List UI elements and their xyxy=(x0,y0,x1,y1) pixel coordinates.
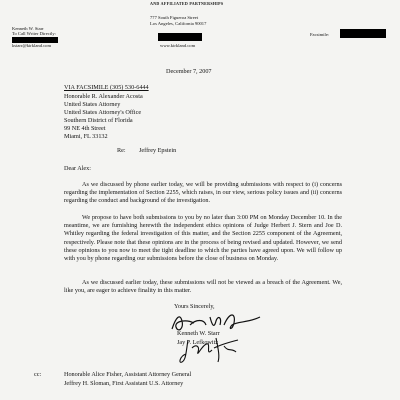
firm-address-line1: 777 South Figueroa Street xyxy=(150,15,199,20)
closing: Yours Sincerely, xyxy=(174,303,215,310)
facsimile-label: Facsimile: xyxy=(310,32,330,37)
firm-tagline: AND AFFILIATED PARTNERSHIPS xyxy=(150,1,224,6)
signer-name: Kenneth W. Starr xyxy=(177,330,220,337)
recipient-line: Miami, FL 33132 xyxy=(64,133,108,140)
recipient-line: Honorable R. Alexander Acosta xyxy=(64,93,143,100)
recipient-line: United States Attorney xyxy=(64,101,121,108)
to-call-label: To Call Writer Directly: xyxy=(12,31,56,36)
re-label: Re: xyxy=(117,147,126,154)
cc-recipient: Honorable Alice Fisher, Assistant Attorney General xyxy=(64,371,192,378)
recipient-line: United States Attorney's Office xyxy=(64,109,142,116)
signer-name: Jay P. Lefkowitz xyxy=(177,339,219,346)
cc-recipient: Jeffrey H. Sloman, First Assistant U.S. Attorney xyxy=(64,380,184,387)
author-name: Kenneth W. Starr xyxy=(12,26,44,31)
re-subject: Jeffrey Epstein xyxy=(139,147,177,154)
body-paragraph: We propose to have both submissions to you by no later than 3:00 PM on Monday December 10. In the meantime, we are furnishing herewith the independent ethics opinions of Judge Herbert J. Stern and Joe D. Whitley regarding the federal investigation of this matter, and the Section 2255 component of the Agreement, respectively. Please note that these opinions are in the process of being revised and updated. However, we send these opinions to you now to meet the tight deadline to which the parties have agreed upon. We will follow up with you by phone regarding our submissions before the close of business on Monday. xyxy=(64,214,342,263)
recipient-line: 99 NE 4th Street xyxy=(64,125,106,132)
body-paragraph: As we discussed by phone earlier today, we will be providing submissions with respect to (i) concerns regarding the implementation of Section 2255, which raises, in our view, serious policy issues and (ii) concerns regarding the conduct and background of the investigation. xyxy=(64,181,342,205)
salutation: Dear Alex: xyxy=(64,165,91,172)
body-paragraph: As we discussed earlier today, these submissions will not be viewed as a breach of the Agreement. We, like you, are eager to achieve finality in this matter. xyxy=(64,279,342,295)
via-line: VIA FACSIMILE (305) 530-6444 xyxy=(64,84,149,91)
cc-label: cc: xyxy=(34,371,42,378)
author-email: kstarr@kirkland.com xyxy=(12,43,52,48)
firm-website: www.kirkland.com xyxy=(160,43,196,48)
redaction-bar xyxy=(340,29,386,38)
recipient-line: Southern District of Florida xyxy=(64,117,133,124)
letter-date: December 7, 2007 xyxy=(166,68,212,75)
firm-address-line2: Los Angeles, California 90017 xyxy=(150,21,207,26)
redaction-bar xyxy=(158,33,202,41)
